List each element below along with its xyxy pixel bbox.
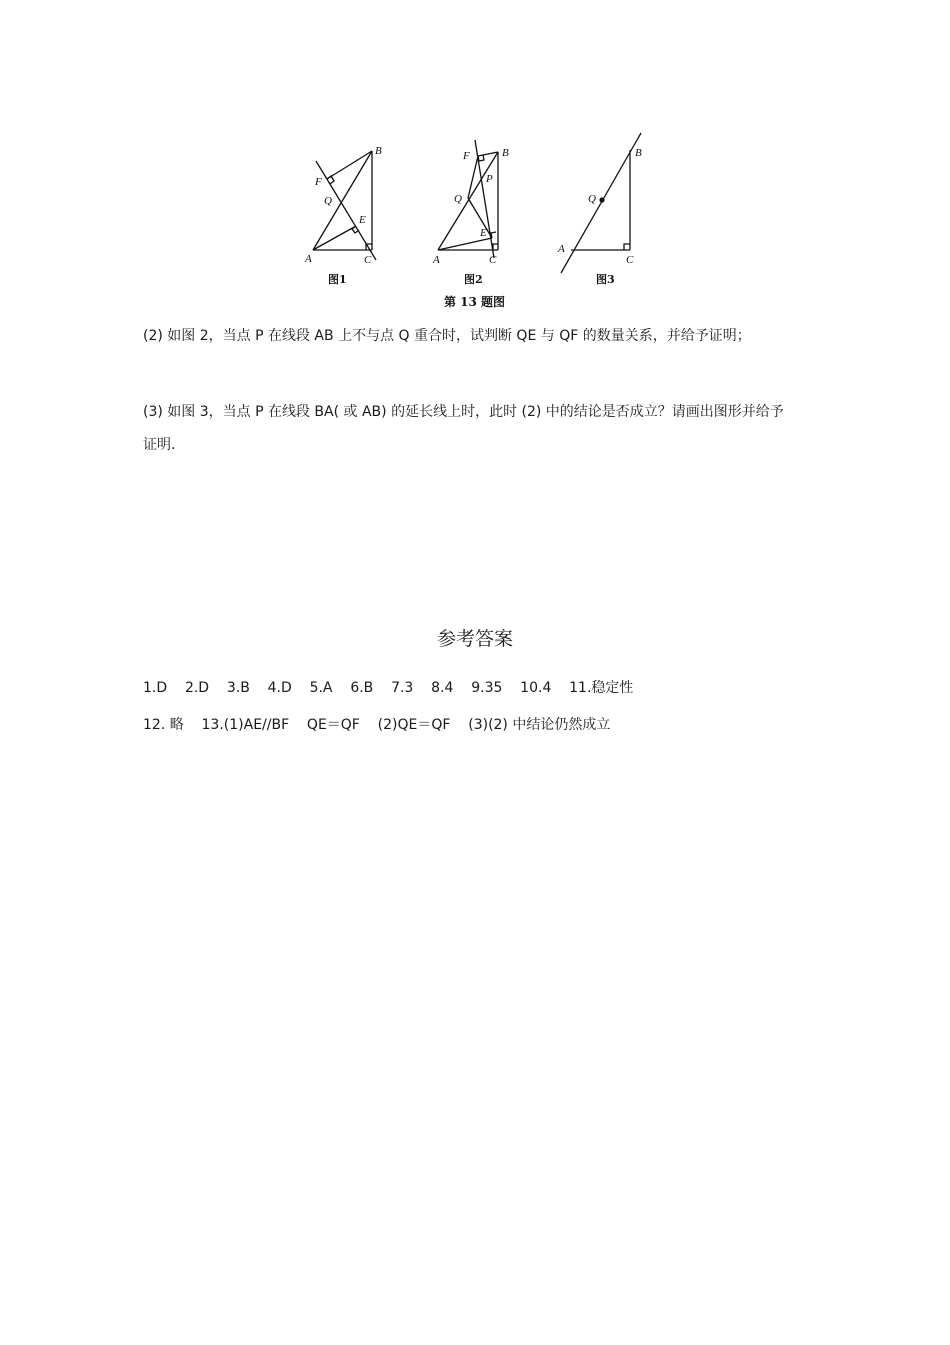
fig1-label-f: F: [315, 176, 322, 188]
question-part-3: (3) 如图 3，当点 P 在线段 BA( 或 AB) 的延长线上时，此时 (2) 中的结论是否成立？请画出图形并给予证明.: [143, 404, 784, 453]
fig2-line-bf: [478, 152, 498, 156]
fig1-label-b: B: [375, 145, 382, 157]
fig3-label-b: B: [635, 147, 642, 159]
fig1-line-ab: [313, 151, 372, 250]
fig3-label-c: C: [626, 254, 634, 266]
geometry-figures: [296, 128, 656, 313]
answers-line-1: 1.D 2.D 3.B 4.D 5.A 6.B 7.3 8.4 9.35 10.4 11.稳定性: [143, 680, 634, 696]
fig2-line-ab: [438, 152, 498, 250]
fig2-right-angle-e: [491, 232, 496, 238]
fig2-caption: 图2: [464, 273, 483, 286]
fig1-label-q: Q: [324, 195, 332, 207]
fig1-label-a: A: [305, 253, 312, 265]
question-part-2: (2) 如图 2，当点 P 在线段 AB 上不与点 Q 重合时，试判断 QE 与 QF 的数量关系，并给予证明；: [143, 328, 751, 344]
fig2-label-b: B: [502, 147, 509, 159]
fig2-label-a: A: [433, 254, 440, 266]
fig3-point-q: [599, 197, 604, 202]
fig2-label-e: E: [480, 227, 487, 239]
fig1-line-cf: [316, 161, 376, 260]
fig1-line-bf: [327, 151, 372, 179]
fig2-right-angle-c: [493, 244, 498, 250]
fig1-caption: 图1: [328, 273, 347, 286]
fig1-label-e: E: [359, 214, 366, 226]
fig2-line-ae: [438, 238, 492, 250]
figure-3: [561, 133, 641, 273]
fig3-caption: 图3: [596, 273, 615, 286]
answers-title: 参考答案: [436, 628, 513, 650]
fig3-label-a: A: [558, 243, 565, 255]
figures-svg: [296, 128, 656, 313]
fig2-label-q: Q: [454, 193, 462, 205]
figures-caption: 第 13 题图: [444, 295, 506, 309]
fig3-label-q: Q: [588, 193, 596, 205]
answers-line-2: 12. 略 13.(1)AE//BF QE＝QF (2)QE＝QF (3)(2) 中结论仍然成立: [143, 717, 611, 733]
fig3-line-ab-extended: [561, 133, 641, 273]
fig3-right-angle-c: [624, 244, 630, 250]
fig2-label-p: P: [486, 173, 493, 185]
figure-1: [313, 151, 376, 260]
fig1-label-c: C: [364, 254, 372, 266]
fig2-label-c: C: [489, 254, 497, 266]
fig2-label-f: F: [463, 150, 470, 162]
